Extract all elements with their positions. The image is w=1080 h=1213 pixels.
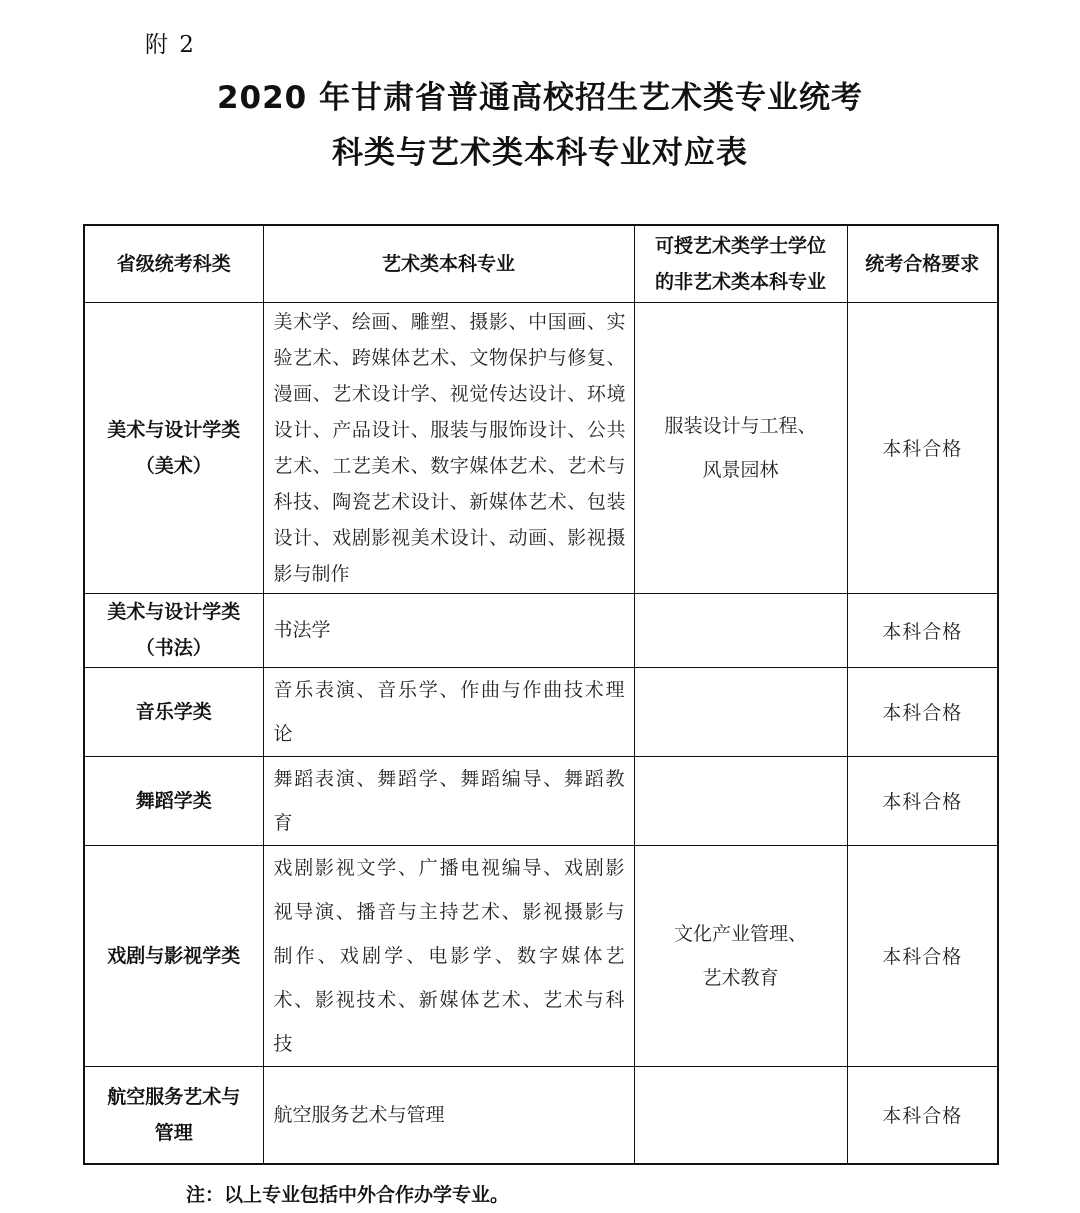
category-line-1: 航空服务艺术与 — [107, 1085, 241, 1108]
non-art-majors-cell — [634, 593, 847, 667]
category-line-2: （书法） — [135, 637, 212, 659]
requirement-cell: 本科合格 — [847, 756, 998, 845]
header-non-art-line-2: 的非艺术类本科专业 — [654, 270, 826, 293]
table-row — [84, 593, 998, 667]
category-cell: 音乐学类 — [84, 667, 263, 756]
category-line-2: （美术） — [135, 454, 212, 477]
category-cell — [84, 302, 263, 593]
majors-cell: 美术学、绘画、雕塑、摄影、中国画、实验艺术、跨媒体艺术、文物保护与修复、漫画、艺术设计学、视觉传达设计、环境设计、产品设计、服装与服饰设计、公共艺术、工艺美术、数字媒体艺术、艺术与科技、陶瓷艺术设计、新媒体艺术、包装设计、戏剧影视美术设计、动画、影视摄影与制作 — [263, 302, 634, 593]
majors-cell: 书法学 — [263, 593, 634, 667]
correspondence-table — [83, 224, 999, 1165]
category-cell: 舞蹈学类 — [84, 756, 263, 845]
header-non-art-line-1: 可授艺术类学士学位 — [654, 234, 826, 257]
table-row — [84, 667, 998, 756]
category-cell: 戏剧与影视学类 — [84, 845, 263, 1066]
majors-cell: 舞蹈表演、舞蹈学、舞蹈编导、舞蹈教育 — [263, 756, 634, 845]
majors-cell: 戏剧影视文学、广播电视编导、戏剧影视导演、播音与主持艺术、影视摄影与制作、戏剧学、电影学、数字媒体艺术、影视技术、新媒体艺术、艺术与科技 — [263, 845, 634, 1066]
non-art-line-2: 艺术教育 — [702, 966, 779, 989]
non-art-majors-cell — [634, 667, 847, 756]
majors-cell: 音乐表演、音乐学、作曲与作曲技术理论 — [263, 667, 634, 756]
majors-cell: 航空服务艺术与管理 — [263, 1066, 634, 1164]
document-title-line-2: 科类与艺术类本科专业对应表 — [332, 135, 748, 171]
header-majors: 艺术类本科专业 — [263, 225, 634, 302]
header-requirement: 统考合格要求 — [847, 225, 998, 302]
header-non-art-majors — [634, 225, 847, 302]
table-row — [84, 1066, 998, 1164]
category-line-1: 美术与设计学类 — [107, 601, 241, 623]
attachment-label: 附 2 — [145, 32, 196, 58]
non-art-line-1: 文化产业管理、 — [673, 922, 807, 945]
requirement-cell: 本科合格 — [847, 593, 998, 667]
category-line-2: 管理 — [154, 1121, 193, 1144]
category-cell — [84, 1066, 263, 1164]
table-row — [84, 756, 998, 845]
category-line-1: 美术与设计学类 — [107, 418, 241, 441]
requirement-cell: 本科合格 — [847, 302, 998, 593]
header-category: 省级统考科类 — [84, 225, 263, 302]
document-title-line-1: 2020 年甘肃省普通高校招生艺术类专业统考 — [216, 80, 864, 116]
category-cell — [84, 593, 263, 667]
requirement-cell: 本科合格 — [847, 667, 998, 756]
non-art-majors-cell — [634, 756, 847, 845]
non-art-line-1: 服装设计与工程、 — [664, 414, 817, 437]
non-art-majors-cell — [634, 1066, 847, 1164]
non-art-majors-cell — [634, 845, 847, 1066]
requirement-cell: 本科合格 — [847, 1066, 998, 1164]
table-header-row — [84, 225, 998, 302]
table-row — [84, 302, 998, 593]
non-art-line-2: 风景园林 — [702, 458, 779, 481]
table-row — [84, 845, 998, 1066]
table-footnote: 注：以上专业包括中外合作办学专业。 — [186, 1184, 510, 1206]
non-art-majors-cell — [634, 302, 847, 593]
requirement-cell: 本科合格 — [847, 845, 998, 1066]
